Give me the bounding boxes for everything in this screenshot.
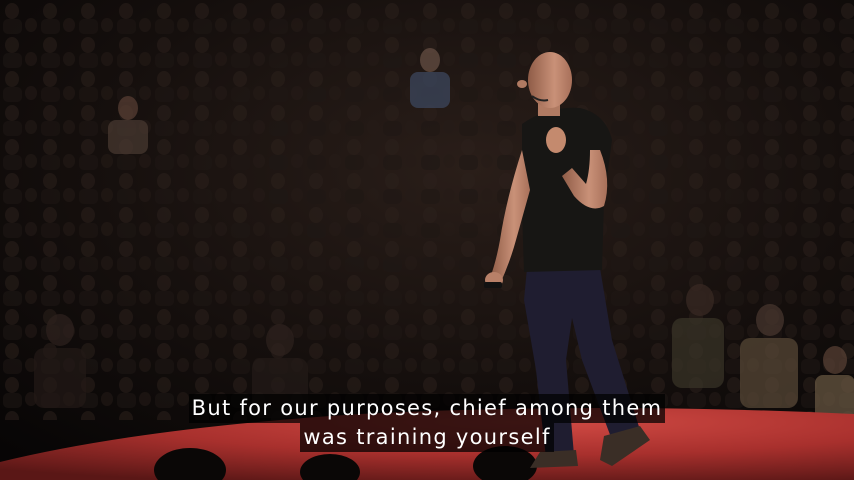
subtitle-line-1: But for our purposes, chief among them <box>189 394 666 423</box>
subtitle-overlay <box>0 394 854 452</box>
subtitle-line-2: was training yourself <box>300 423 553 452</box>
